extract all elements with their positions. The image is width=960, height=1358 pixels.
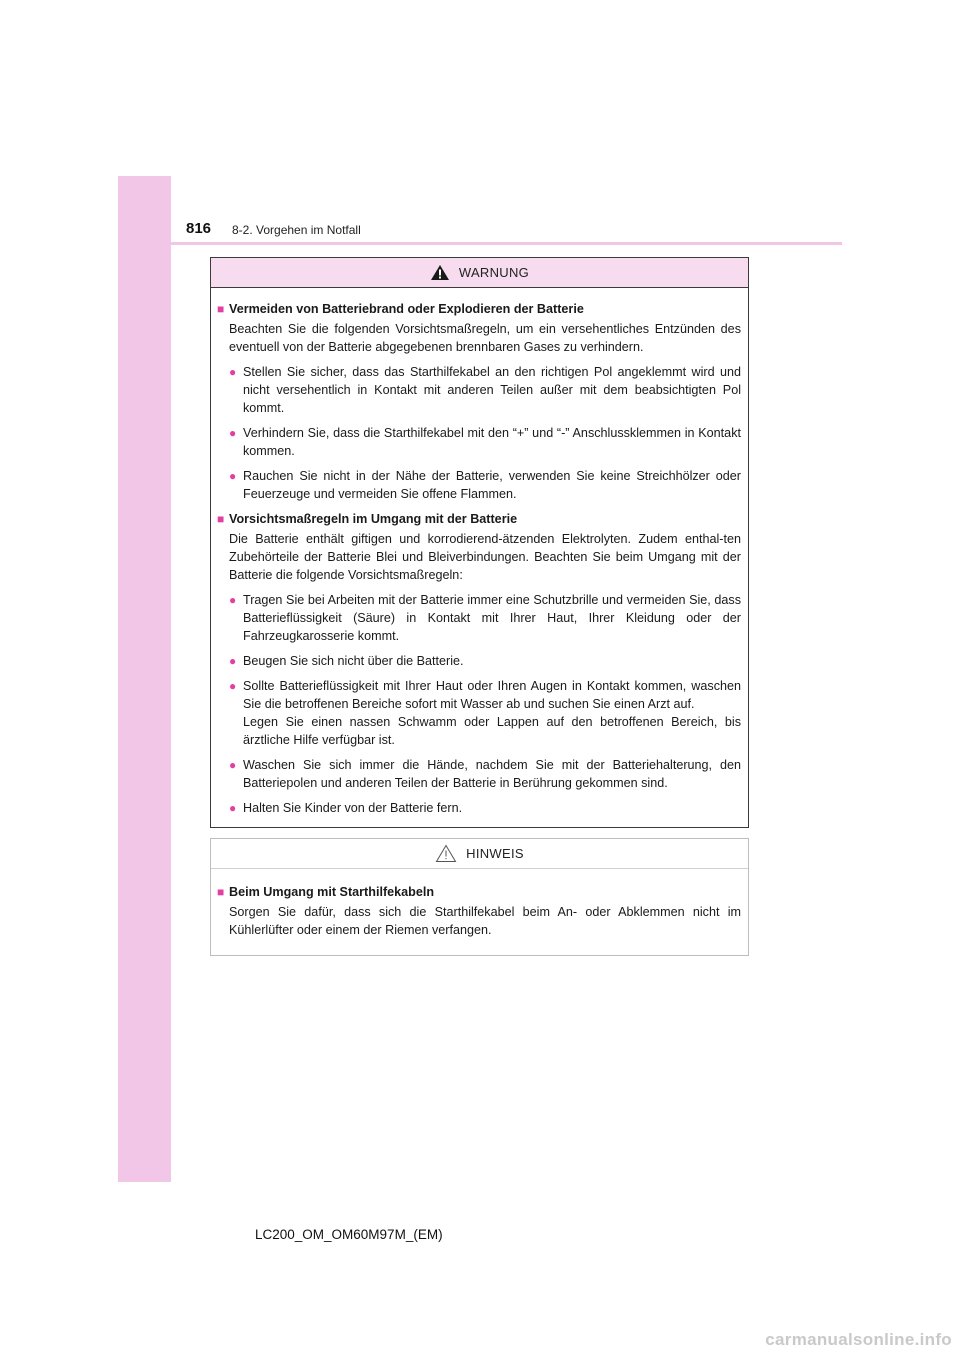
bullet-marker: ● [229,758,237,772]
list-item: ● Stellen Sie sicher, dass das Starthilfekabel an den richtigen Pol angeklemmt wird und nicht versehentlich in Kontakt mit anderen Teilen außer mit dem beabsichtigten Pol kommt. [229,365,741,415]
warning-paragraph-1: Beachten Sie die folgenden Vorsichtsmaßregeln, um ein versehentliches Entzünden des eventuell von der Batterie abgegebenen brennbaren Gases zu verhindern. [229,322,741,354]
list-item: ● Rauchen Sie nicht in der Nähe der Batterie, verwenden Sie keine Streichhölzer oder Feuerzeuge und vermeiden Sie offene Flammen. [229,469,741,501]
bullet-marker: ● [229,801,237,815]
caution-triangle-outline-icon [435,844,457,863]
bullet-marker: ● [229,654,237,668]
square-marker: ■ [217,302,225,316]
list-item: ● Halten Sie Kinder von der Batterie fern. [229,801,463,815]
notice-title: HINWEIS [466,846,524,861]
list-item: ● Beugen Sie sich nicht über die Batterie. [229,654,464,668]
document-code: LC200_OM_OM60M97M_(EM) [255,1227,443,1242]
notice-subheading: ■ Beim Umgang mit Starthilfekabeln [217,885,435,899]
list-item: ● Waschen Sie sich immer die Hände, nachdem Sie mit der Batteriehalterung, den Batteriepolen und anderen Teilen der Batterie in Berührung gekommen sind. [229,758,741,790]
warning-subheading-2: ■ Vorsichtsmaßregeln im Umgang mit der Batterie [217,512,518,526]
bullet-marker: ● [229,469,237,483]
bullet-marker: ● [229,679,237,693]
square-marker: ■ [217,885,225,899]
notice-header [211,839,748,869]
warning-triangle-icon [430,264,450,281]
bullet-marker: ● [229,365,237,379]
watermark: carmanualsonline.info [765,1330,952,1349]
notice-paragraph: Sorgen Sie dafür, dass sich die Starthilfekabel beim An- oder Abklemmen nicht im Kühlerlüfter oder einem der Riemen verfangen. [229,905,741,937]
header-rule [118,242,842,245]
warning-subheading-1: ■ Vermeiden von Batteriebrand oder Explodieren der Batterie [217,302,584,316]
bullet-marker: ● [229,426,237,440]
section-title: 8-2. Vorgehen im Notfall [232,223,361,237]
page-number: 816 [186,220,212,237]
square-marker: ■ [217,512,225,526]
warning-header [211,258,748,288]
list-item: ● Sollte Batterieflüssigkeit mit Ihrer Haut oder Ihren Augen in Kontakt kommen, waschen Sie die betroffenen Bereiche sofort mit Wasser ab und suchen Sie einen Arzt auf. Legen Sie einen nassen Schwamm oder Lappen auf den betroffenen Bereich, bis ärztliche Hilfe verfügbar ist. [229,679,741,747]
warning-title: WARNUNG [458,265,530,280]
notice-body [211,869,748,955]
bullet-marker: ● [229,593,237,607]
page-margin-strip [118,176,171,1182]
list-item: ● Tragen Sie bei Arbeiten mit der Batterie immer eine Schutzbrille und vermeiden Sie, dass Batterieflüssigkeit (Säure) in Kontakt mit Ihrer Haut, Ihrer Kleidung oder der Fahrzeugkarosserie kommt. [229,593,741,643]
warning-paragraph-2: Die Batterie enthält giftigen und korrodierend-ätzenden Elektrolyten. Zudem enthal-ten Zubehörteile der Batterie Blei und Bleiverbindungen. Beachten Sie beim Umgang mit der Batterie die folgende Vorsichtsmaßregeln: [229,532,741,582]
notice-box [210,838,749,956]
list-item: ● Verhindern Sie, dass die Starthilfekabel mit den “+” und “-” Anschlussklemmen in Kontakt kommen. [229,426,741,458]
warning-box [210,257,749,828]
warning-body [211,288,748,827]
